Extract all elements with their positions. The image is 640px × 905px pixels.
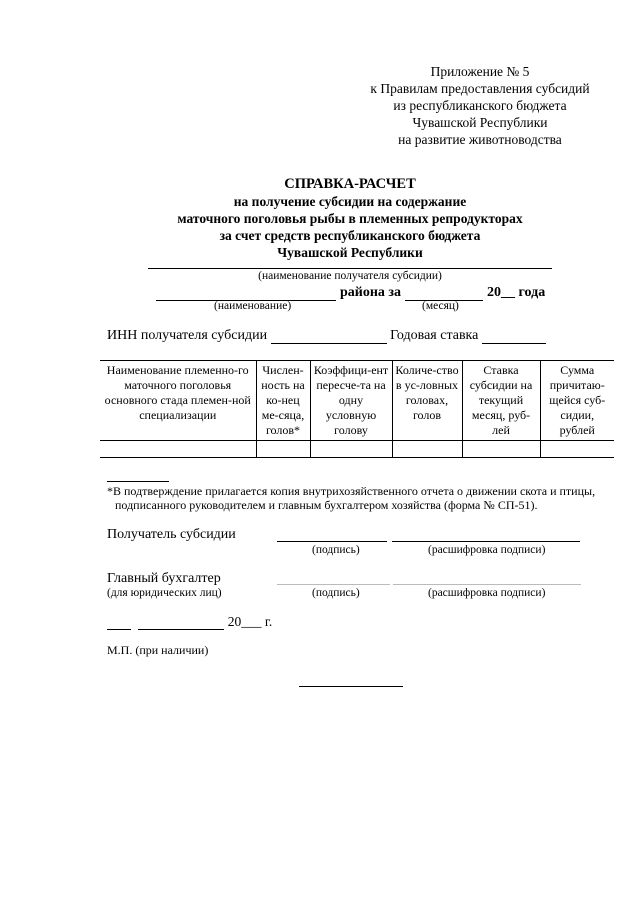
month-name-field[interactable]: [138, 617, 224, 630]
inn-row: [107, 328, 607, 344]
footnote-divider: [107, 481, 169, 482]
title-line: Чувашской Республики: [277, 245, 423, 260]
header-cell: Количе-ство в ус-ловных головах, голов: [392, 361, 462, 441]
appendix-line: Чувашской Республики: [412, 115, 548, 130]
recipient-caption: (наименование получателя субсидии): [258, 270, 442, 282]
caption-name: (наименование): [214, 300, 292, 312]
appendix-block: [360, 63, 600, 148]
recipient-sign-label: Получатель субсидии: [107, 527, 236, 542]
date-row: [107, 614, 272, 630]
footnote: [107, 484, 607, 512]
accountant-decode-line[interactable]: [393, 584, 581, 585]
document-title: [100, 176, 600, 261]
recipient-signature-line[interactable]: [277, 541, 387, 542]
appendix-line: Приложение № 5: [430, 64, 530, 79]
recipient-name-line[interactable]: [148, 268, 552, 269]
appendix-line: на развитие животноводства: [398, 132, 562, 147]
rate-label: Годовая ставка: [390, 328, 479, 343]
table-row: [100, 441, 614, 458]
inn-label: ИНН получателя субсидии: [107, 328, 268, 343]
caption-decode: (расшифровка подписи): [428, 544, 546, 556]
header-cell: Сумма причитаю-щейся суб-сидии, рублей: [540, 361, 614, 441]
stamp-label: М.П. (при наличии): [107, 643, 209, 657]
header-cell: Ставка субсидии на текущий месяц, руб-лей: [462, 361, 540, 441]
table-cell[interactable]: [462, 441, 540, 458]
table-cell[interactable]: [540, 441, 614, 458]
caption-signature: (подпись): [312, 544, 360, 556]
accountant-sub: (для юридических лиц): [107, 587, 222, 599]
header-cell: Наименование племенно-го маточного поголовья основного стада племен-ной специализации: [100, 361, 256, 441]
district-name-field[interactable]: [156, 287, 336, 301]
title-line: на получение субсидии на содержание: [233, 194, 467, 209]
appendix-line: к Правилам предоставления субсидий: [370, 81, 590, 96]
table-cell[interactable]: [310, 441, 392, 458]
header-cell: Числен-ность на ко-нец ме-сяца, голов*: [256, 361, 310, 441]
appendix-line: из республиканского бюджета: [393, 98, 567, 113]
table-cell[interactable]: [100, 441, 256, 458]
inn-field[interactable]: [271, 330, 387, 344]
title-line: маточного поголовья рыбы в племенных репродукторах: [177, 211, 523, 226]
table-cell[interactable]: [256, 441, 310, 458]
caption-month: (месяц): [422, 300, 459, 312]
caption-decode: (расшифровка подписи): [428, 587, 546, 599]
accountant-label: Главный бухгалтер: [107, 571, 221, 586]
caption-signature: (подпись): [312, 587, 360, 599]
month-field[interactable]: [405, 287, 483, 301]
header-cell: Коэффици-ент пересче-та на одну условную голову: [310, 361, 392, 441]
district-text: района за: [340, 285, 402, 300]
footnote-line: подписанного руководителем и главным бухгалтером хозяйства (форма № СП-51).: [115, 498, 538, 512]
title-line: за счет средств республиканского бюджета: [219, 228, 481, 243]
district-row: [156, 283, 606, 301]
table-cell[interactable]: [392, 441, 462, 458]
table-header-row: [100, 361, 614, 441]
bottom-line: [299, 686, 403, 687]
footnote-line: *В подтверждение прилагается копия внутрихозяйственного отчета о движении скота и птицы,: [107, 484, 596, 498]
recipient-decode-line[interactable]: [392, 541, 580, 542]
day-field[interactable]: [107, 617, 131, 630]
calculation-table: [100, 360, 614, 458]
year-text: 20__ года: [487, 285, 546, 300]
title-main: СПРАВКА-РАСЧЕТ: [284, 176, 416, 192]
accountant-signature-line[interactable]: [277, 584, 390, 585]
date-year: 20___ г.: [227, 614, 273, 629]
rate-field[interactable]: [482, 330, 546, 344]
